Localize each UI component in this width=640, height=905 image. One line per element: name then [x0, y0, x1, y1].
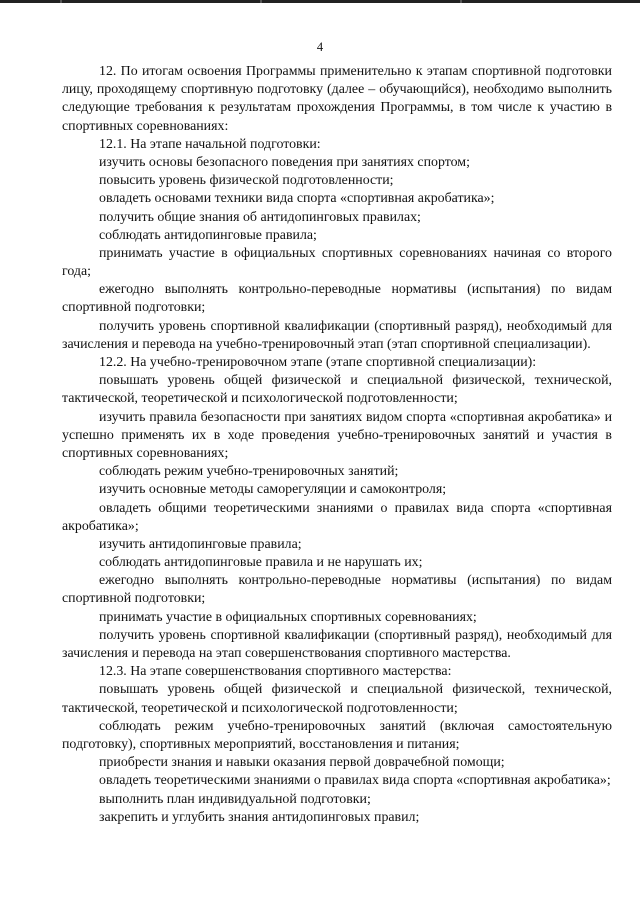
paragraph: соблюдать антидопинговые правила;	[99, 227, 317, 243]
paragraph: приобрести знания и навыки оказания первой доврачебной помощи;	[99, 755, 505, 771]
paragraph: изучить правила безопасности при занятиях видом спорта «спортивная акробатика» и успешно применять их в ходе проведения учебно-тренировочных занятий и участия в спортивных соревнованиях;	[62, 409, 612, 461]
paragraph: изучить антидопинговые правила;	[99, 536, 302, 552]
paragraph: принимать участие в официальных спортивных соревнованиях;	[99, 609, 477, 625]
paragraph: овладеть основами техники вида спорта «спортивная акробатика»;	[99, 191, 495, 207]
paragraph: 12.1. На этапе начальной подготовки:	[99, 136, 321, 152]
paragraph: соблюдать антидопинговые правила и не нарушать их;	[99, 555, 423, 571]
paragraph: соблюдать режим учебно-тренировочных занятий;	[99, 464, 399, 480]
paragraph: 12.3. На этапе совершенствования спортивного мастерства:	[99, 664, 452, 680]
paragraph: овладеть теоретическими знаниями о правилах вида спорта «спортивная акробатика»;	[99, 773, 611, 789]
paragraph: повышать уровень общей физической и специальной физической, технической, тактической, теоретической и психологической подготовленности;	[62, 373, 612, 407]
paragraph: ежегодно выполнять контрольно-переводные нормативы (испытания) по видам спортивной подготовки;	[62, 282, 612, 316]
paragraph: 12. По итогам освоения Программы применительно к этапам спортивной подготовки лицу, проходящему спортивную подготовку (далее – обучающийся), необходимо выполнить следующие требования к результатам прохождения Программы, в том числе к участию в спортивных соревнованиях:	[62, 64, 612, 134]
paragraph: получить уровень спортивной квалификации (спортивный разряд), необходимый для зачисления и перевода на этап совершенствования спортивного мастерства.	[62, 627, 612, 661]
scan-top-edge	[0, 0, 640, 3]
paragraph: повысить уровень физической подготовленности;	[99, 173, 394, 189]
paragraph: 12.2. На учебно-тренировочном этапе (этапе спортивной специализации):	[99, 355, 537, 370]
paragraph: получить уровень спортивной квалификации (спортивный разряд), необходимый для зачисления и перевода на учебно-тренировочный этап (этап спортивной специализации).	[62, 318, 612, 352]
paragraph: получить общие знания об антидопинговых правилах;	[99, 209, 421, 225]
paragraph: ежегодно выполнять контрольно-переводные нормативы (испытания) по видам спортивной подготовки;	[62, 573, 612, 607]
paragraph: изучить основные методы саморегуляции и самоконтроля;	[99, 482, 447, 498]
paragraph: принимать участие в официальных спортивных соревнованиях начиная со второго года;	[62, 245, 612, 280]
paragraph: закрепить и углубить знания антидопинговых правил;	[99, 809, 420, 825]
page-number: 4	[316, 40, 324, 54]
document-body	[62, 63, 612, 827]
paragraph: соблюдать режим учебно-тренировочных занятий (включая самостоятельную подготовку), спортивных мероприятий, восстановления и питания;	[62, 718, 612, 752]
paragraph: повышать уровень общей физической и специальной физической, технической, тактической, теоретической и психологической подготовленности;	[62, 682, 612, 716]
paragraph: изучить основы безопасного поведения при занятиях спортом;	[99, 154, 470, 170]
paragraph: овладеть общими теоретическими знаниями о правилах вида спорта «спортивная акробатика»;	[62, 500, 612, 534]
paragraph: выполнить план индивидуальной подготовки;	[99, 791, 371, 807]
